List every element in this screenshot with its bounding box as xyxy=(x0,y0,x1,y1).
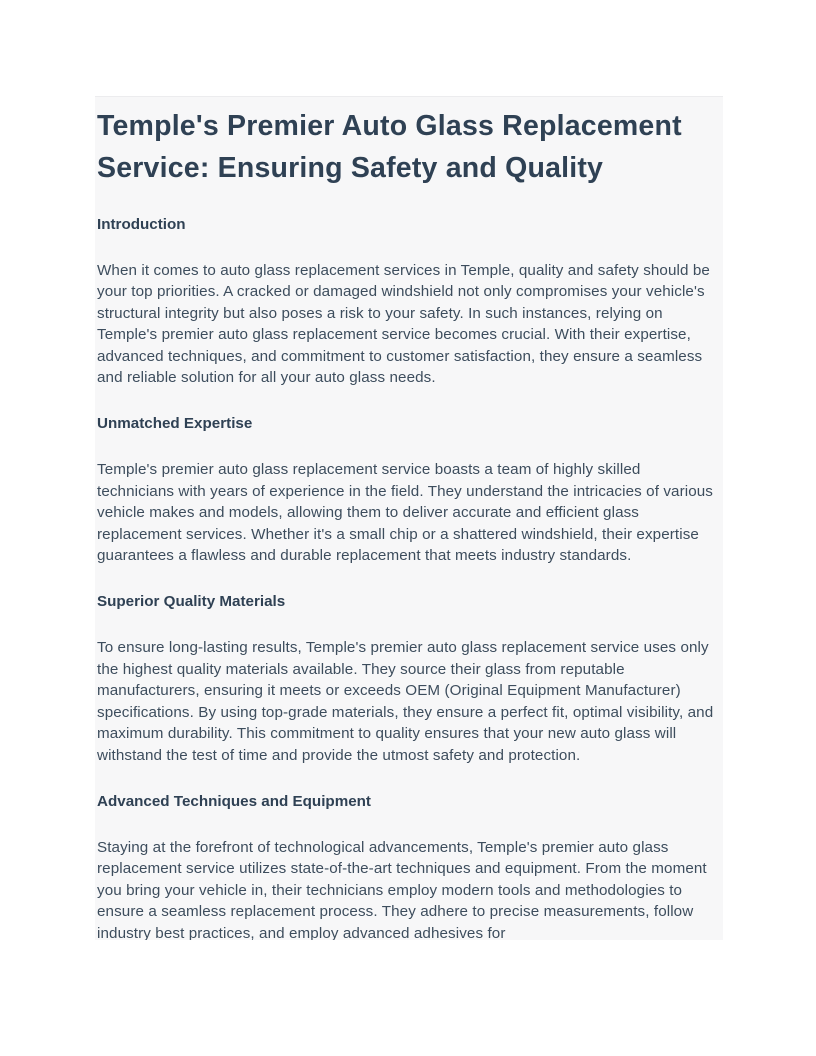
section-paragraph-introduction: When it comes to auto glass replacement services in Temple, quality and safety should be your top priorities. A cracked or damaged windshield not only compromises your vehicle's structural integrity but also poses a risk to your safety. In such instances, relying on Temple's premier auto glass replacement service becomes crucial. With their expertise, advanced techniques, and commitment to customer satisfaction, they ensure a seamless and reliable solution for all your auto glass needs. xyxy=(97,262,710,387)
section-paragraph-superior-quality-materials: To ensure long-lasting results, Temple's premier auto glass replacement service uses only the highest quality materials available. They source their glass from reputable manufacturers, ensuring it meets or exceeds OEM (Original Equipment Manufacturer) specifications. By using top-grade materials, they ensure a perfect fit, optimal visibility, and maximum durability. This commitment to quality ensures that your new auto glass will withstand the test of time and provide the utmost safety and protection. xyxy=(97,639,714,764)
document-title: Temple's Premier Auto Glass Replacement Service: Ensuring Safety and Quality xyxy=(97,110,682,184)
section-heading-superior-quality-materials: Superior Quality Materials xyxy=(97,593,286,611)
section-heading-introduction: Introduction xyxy=(97,216,186,233)
document-content xyxy=(95,96,723,940)
section-paragraph-unmatched-expertise: Temple's premier auto glass replacement service boasts a team of highly skilled technicians with years of experience in the field. They understand the intricacies of various vehicle makes and models, allowing them to deliver accurate and efficient glass replacement services. Whether it's a small chip or a shattered windshield, their expertise guarantees a flawless and durable replacement that meets industry standards. xyxy=(97,461,714,565)
section-heading-unmatched-expertise: Unmatched Expertise xyxy=(97,415,253,433)
section-paragraph-advanced-techniques: Staying at the forefront of technological advancements, Temple's premier auto glass replacement service utilizes state-of-the-art techniques and equipment. From the moment you bring your vehicle in, their technicians employ modern tools and methodologies to ensure a seamless replacement process. They adhere to precise measurements, follow industry best practices, and employ advanced adhesives for xyxy=(97,838,707,940)
section-heading-advanced-techniques: Advanced Techniques and Equipment xyxy=(97,792,371,810)
